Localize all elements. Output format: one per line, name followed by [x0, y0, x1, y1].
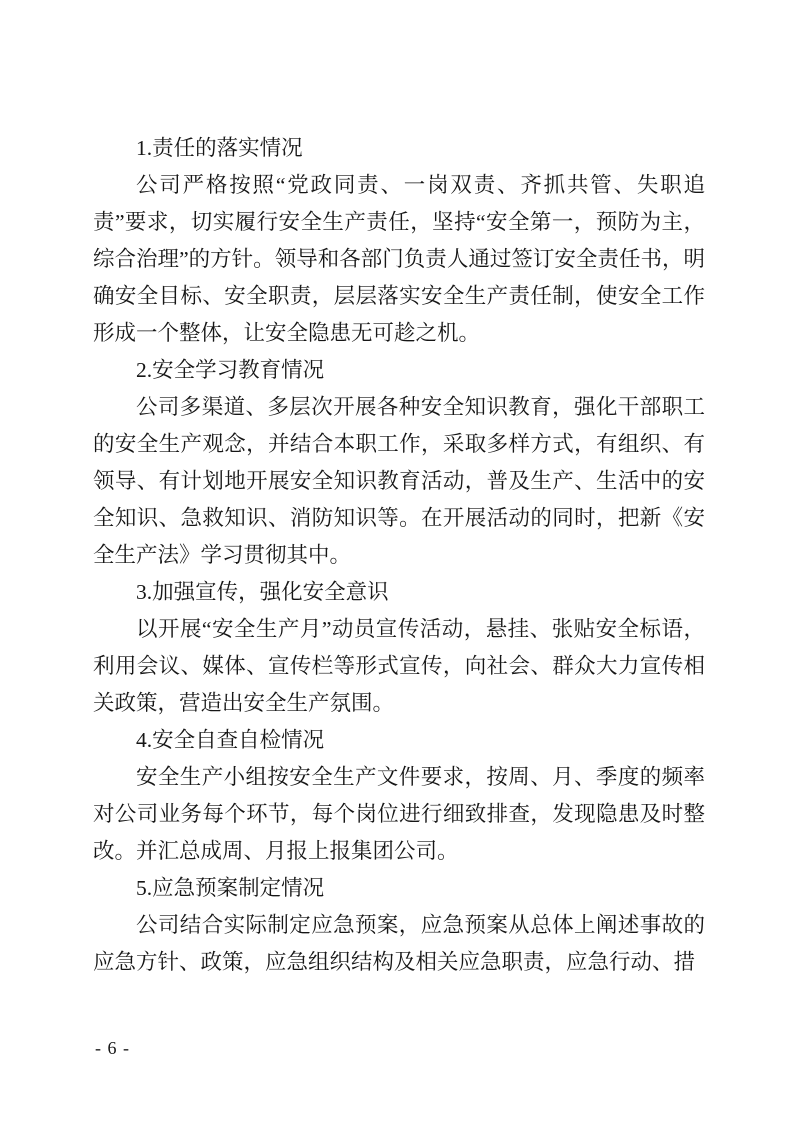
section-publicity — [93, 574, 705, 722]
section-paragraph: 公司多渠道、多层次开展各种安全知识教育，强化干部职工的安全生产观念，并结合本职工作，采取多样方式，有组织、有领导、有计划地开展安全知识教育活动，普及生产、生活中的安全知识、急救知识、消防知识等。在开展活动的同时，把新《安全生产法》学习贯彻其中。 — [93, 395, 705, 567]
section-paragraph: 以开展“安全生产月”动员宣传活动，悬挂、张贴安全标语，利用会议、媒体、宣传栏等形式宣传，向社会、群众大力宣传相关政策，营造出安全生产氛围。 — [93, 617, 705, 715]
section-education — [93, 352, 705, 574]
page-number: - 6 - — [95, 1038, 130, 1058]
section-emergency-plan — [93, 870, 705, 981]
section-heading: 2.安全学习教育情况 — [136, 358, 325, 382]
document-body — [93, 130, 705, 981]
section-heading: 4.安全自查自检情况 — [136, 728, 325, 752]
section-heading: 3.加强宣传，强化安全意识 — [136, 580, 389, 604]
section-self-inspection — [93, 722, 705, 870]
section-paragraph: 安全生产小组按安全生产文件要求，按周、月、季度的频率对公司业务每个环节，每个岗位进行细致排查，发现隐患及时整改。并汇总成周、月报上报集团公司。 — [93, 765, 705, 863]
section-heading: 5.应急预案制定情况 — [136, 876, 325, 900]
section-paragraph: 公司结合实际制定应急预案，应急预案从总体上阐述事故的应急方针、政策，应急组织结构及相关应急职责，应急行动、措 — [93, 913, 705, 974]
section-paragraph: 公司严格按照“党政同责、一岗双责、齐抓共管、失职追责”要求，切实履行安全生产责任，坚持“安全第一，预防为主，综合治理”的方针。领导和各部门负责人通过签订安全责任书，明确安全目标、安全职责，层层落实安全生产责任制，使安全工作形成一个整体，让安全隐患无可趁之机。 — [93, 173, 705, 345]
section-heading: 1.责任的落实情况 — [136, 136, 303, 160]
section-responsibility — [93, 130, 705, 352]
